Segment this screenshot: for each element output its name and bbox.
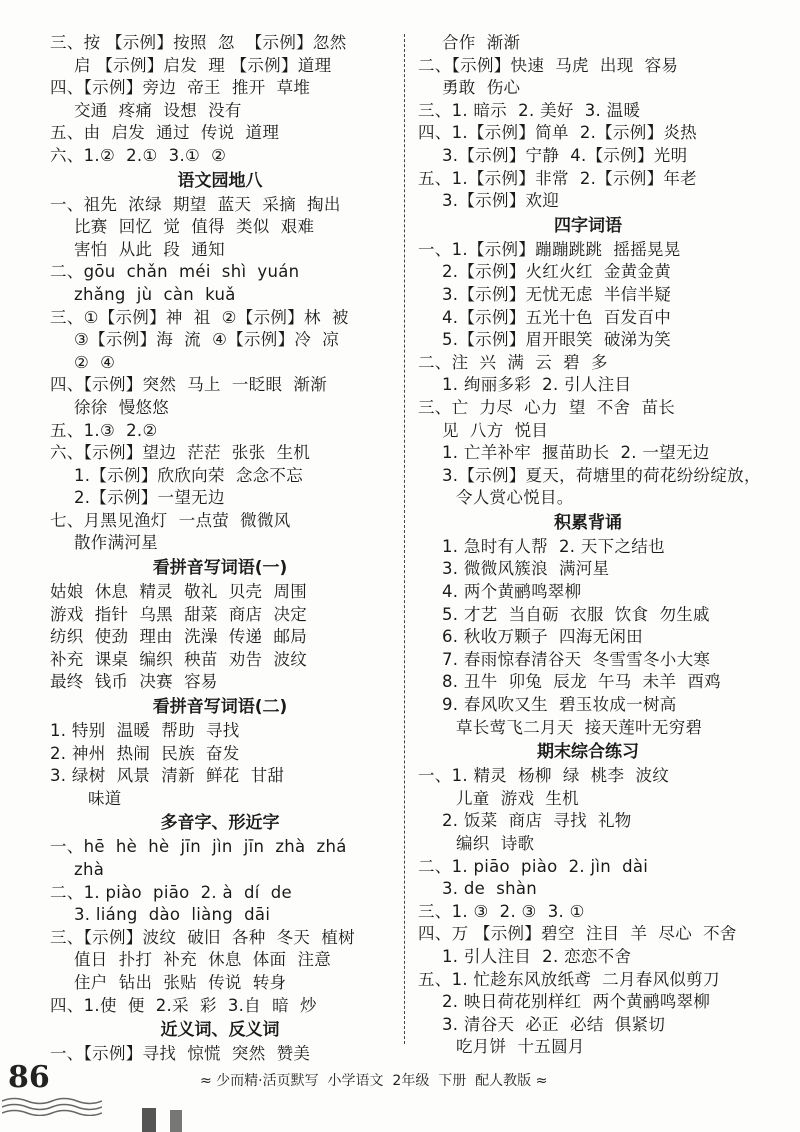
answer-line: 1. 急时有人帮 2. 天下之结也 <box>442 536 665 556</box>
section-heading: 四字词语 <box>554 215 622 236</box>
footer-text: ≈ 少而精·活页默写 小学语文 2年级 下册 配人教版 ≈ <box>200 1073 548 1089</box>
answer-line: 3.【示例】无忧无虑 半信半疑 <box>442 284 672 304</box>
answer-line: 令人赏心悦目。 <box>456 488 574 508</box>
answer-line: 五、由 启发 通过 传说 道理 <box>50 123 280 143</box>
answer-line: 6. 秋收万颗子 四海无闲田 <box>442 627 643 647</box>
section-heading: 近义词、反义词 <box>160 1020 280 1041</box>
answer-line: 比赛 回忆 觉 值得 类似 艰难 <box>74 217 315 237</box>
answer-line: 勇敢 伤心 <box>442 78 521 98</box>
answer-line: 五、1. 忙趁东风放纸鸢 二月春风似剪刀 <box>418 969 720 989</box>
answer-line: 2. 神州 热闹 民族 奋发 <box>50 743 240 763</box>
answer-line: 一、hē hè hè jīn jìn jīn zhà zhá <box>50 837 347 857</box>
answer-line: 七、月黑见渔灯 一点萤 微微风 <box>50 510 291 530</box>
answer-line: 味道 <box>88 788 122 808</box>
answer-line: 3. 微微风簇浪 满河星 <box>442 559 610 579</box>
answer-line: 合作 渐渐 <box>442 33 521 52</box>
answer-line: ② ④ <box>74 352 116 372</box>
answer-line: 徐徐 慢悠悠 <box>74 397 170 417</box>
answer-line: 二、1. piào piāo 2. à dí de <box>50 882 292 902</box>
answer-line: 二、【示例】快速 马虎 出现 容易 <box>418 55 679 75</box>
answer-line: 3.【示例】欢迎 <box>442 191 560 211</box>
answer-line: 7. 春雨惊春清谷天 冬雪雪冬小大寒 <box>442 649 711 669</box>
answer-line: 三、1. 暗示 2. 美好 3. 温暖 <box>418 100 641 120</box>
answer-line: 8. 丑牛 卯兔 辰龙 午马 未羊 酉鸡 <box>442 672 721 692</box>
column-divider <box>404 34 405 1044</box>
answer-line: 见 八方 悦目 <box>442 420 549 440</box>
answer-line: ③【示例】海 流 ④【示例】冷 凉 <box>74 330 340 350</box>
section-heading: 看拼音写词语(二) <box>152 697 288 718</box>
answer-line: 9. 春风吹又生 碧玉妆成一树高 <box>442 695 677 715</box>
answer-line: 1. 亡羊补牢 揠苗助长 2. 一望无边 <box>442 443 710 463</box>
answer-line: 3. liáng dào liàng dāi <box>74 905 271 925</box>
answer-line: 四、万 【示例】碧空 注目 羊 尽心 不舍 <box>418 924 737 944</box>
answer-line: 1. 绚丽多彩 2. 引人注目 <box>442 375 632 395</box>
answer-line: 交通 疼痛 设想 没有 <box>74 100 242 120</box>
answer-line: 补充 课桌 编织 秧苗 劝告 波纹 <box>50 649 308 669</box>
answer-line: 纺织 使劲 理由 洗澡 传递 邮局 <box>50 627 308 647</box>
right-column <box>418 32 761 1059</box>
answer-line: 三、①【示例】神 祖 ②【示例】林 被 <box>50 307 349 327</box>
answer-line: 四、【示例】突然 马上 一眨眼 渐渐 <box>50 375 328 395</box>
section-heading: 积累背诵 <box>554 512 622 533</box>
answer-line: 一、祖先 浓绿 期望 蓝天 采摘 掏出 <box>50 194 341 214</box>
section-heading: 期末综合练习 <box>537 742 639 763</box>
section-heading: 看拼音写词语(一) <box>152 558 288 579</box>
answer-line: 1.【示例】欣欣向荣 念念不忘 <box>74 465 304 485</box>
answer-line: 二、1. piāo piào 2. jìn dài <box>418 856 649 876</box>
answer-line: 1. 特别 温暖 帮助 寻找 <box>50 721 240 741</box>
answer-line: 吃月饼 十五圆月 <box>456 1037 585 1057</box>
answer-line: 害怕 从此 段 通知 <box>74 239 225 259</box>
answer-line: 2.【示例】一望无边 <box>74 488 225 508</box>
answer-line: 二、注 兴 满 云 碧 多 <box>418 352 608 372</box>
answer-line: 五、1.③ 2.② <box>50 420 158 440</box>
answer-line: 4. 两个黄鹂鸣翠柳 <box>442 582 582 602</box>
answer-line: 2. 映日荷花别样红 两个黄鹂鸣翠柳 <box>442 992 711 1012</box>
section-heading: 语文园地八 <box>177 170 263 191</box>
answer-line: 六、1.② 2.① 3.① ② <box>50 145 227 165</box>
answer-line: zhà <box>74 860 105 879</box>
answer-line: 三、按 【示例】按照 忽 【示例】忽然 <box>50 33 347 52</box>
answer-line: 3.【示例】夏天，荷塘里的荷花纷纷绽放， <box>442 465 761 485</box>
answer-line: 三、亡 力尽 心力 望 不舍 苗长 <box>418 397 676 417</box>
answer-line: 3.【示例】宁静 4.【示例】光明 <box>442 145 688 165</box>
answer-line: 六、【示例】望边 茫茫 张张 生机 <box>50 443 311 463</box>
page-footer <box>0 1058 800 1098</box>
binding-marks <box>140 1104 200 1132</box>
answer-line: 游戏 指针 乌黑 甜菜 商店 决定 <box>50 604 308 624</box>
answer-line: 一、【示例】寻找 惊慌 突然 赞美 <box>50 1044 311 1064</box>
answer-line: 编织 诗歌 <box>456 834 535 853</box>
answer-line: 一、1.【示例】蹦蹦跳跳 摇摇晃晃 <box>418 239 681 259</box>
answer-line: 最终 钱币 决赛 容易 <box>50 672 218 692</box>
answer-line: 三、【示例】波纹 破旧 各种 冬天 植树 <box>50 927 355 947</box>
answer-line: 住户 钻出 张贴 传说 转身 <box>74 972 287 992</box>
answer-line: 2. 饭菜 商店 寻找 礼物 <box>442 811 632 831</box>
answer-line: 1. 引人注目 2. 恋恋不舍 <box>442 946 632 966</box>
answer-line: 四、1.使 便 2.采 彩 3.自 暗 炒 <box>50 995 317 1015</box>
answer-line: 5. 才艺 当自砺 衣服 饮食 勿生戚 <box>442 604 710 624</box>
answer-line: 儿童 游戏 生机 <box>456 788 579 808</box>
answer-line: 草长莺飞二月天 接天莲叶无穷碧 <box>456 717 703 737</box>
answer-line: 三、1. ③ 2. ③ 3. ① <box>418 901 585 921</box>
answer-line: 散作满河星 <box>74 533 158 553</box>
answer-line: 值日 扑打 补充 休息 体面 注意 <box>74 950 332 970</box>
answer-line: 二、gōu chǎn méi shì yuán <box>50 262 300 282</box>
wave-decoration-icon <box>2 1096 102 1116</box>
page-number: 86 <box>8 1060 50 1095</box>
answer-line: 四、【示例】旁边 帝王 推开 草堆 <box>50 78 311 98</box>
answer-line: 五、1.【示例】非常 2.【示例】年老 <box>418 168 697 188</box>
answer-line: 启 【示例】启发 理 【示例】道理 <box>74 55 332 75</box>
answer-line: 3. de shàn <box>442 879 538 899</box>
answer-line: 一、1. 精灵 杨柳 绿 桃李 波纹 <box>418 766 670 786</box>
answer-line: 4.【示例】五光十色 百发百中 <box>442 307 672 327</box>
left-column <box>50 32 390 1066</box>
section-heading: 多音字、形近字 <box>160 813 280 834</box>
answer-line: 姑娘 休息 精灵 敬礼 贝壳 周围 <box>50 582 308 602</box>
answer-line: 2.【示例】火红火红 金黄金黄 <box>442 262 672 282</box>
answer-line: 5.【示例】眉开眼笑 破涕为笑 <box>442 330 672 350</box>
answer-line: 四、1.【示例】简单 2.【示例】炎热 <box>418 123 697 143</box>
answer-line: 3. 清谷天 必正 必结 俱紧切 <box>442 1014 666 1034</box>
answer-line: 3. 绿树 风景 清新 鲜花 甘甜 <box>50 766 285 786</box>
answer-line: zhǎng jù càn kuǎ <box>74 284 236 304</box>
